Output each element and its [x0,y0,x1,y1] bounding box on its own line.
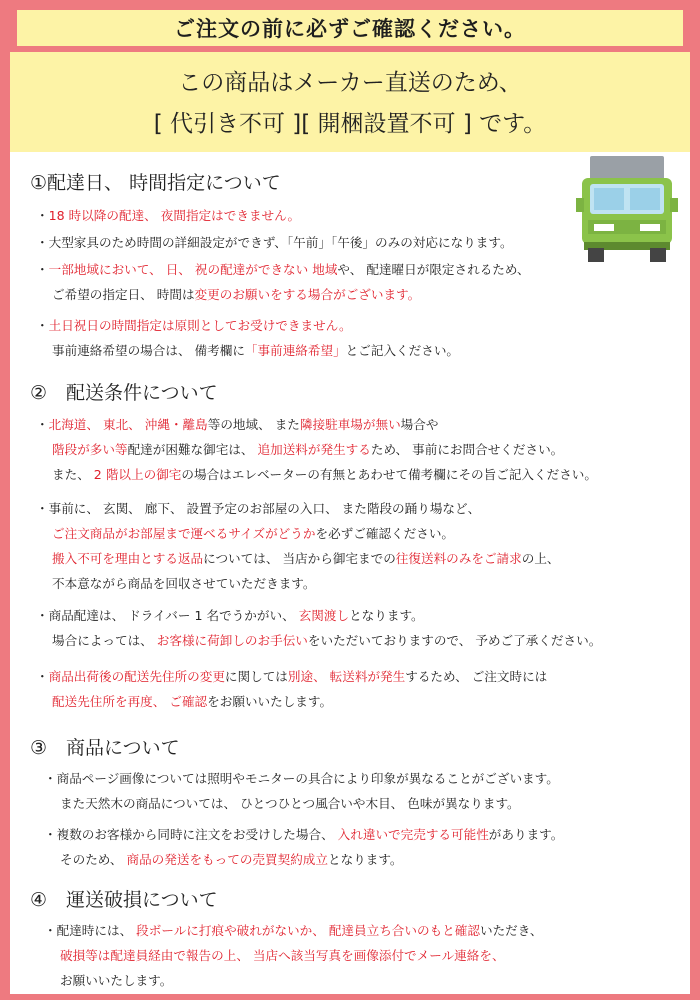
body-text: 場合によっては、 [52,633,157,648]
body-text: お願いいたします。 [60,973,173,988]
body-text: を必ずご確認ください。 [315,526,454,541]
paragraph-line [44,968,542,993]
notice-paragraph [44,766,559,816]
paragraph-line [36,664,547,689]
paragraph-line [36,496,560,521]
paragraph-line [36,412,597,437]
notice-paragraph [36,313,459,363]
section-heading: ①配達日、 時間指定について [30,172,281,194]
delivery-truck-icon [572,148,682,268]
emphasis-text: 一部地域において、 日、 祝の配達ができない 地域 [48,262,338,277]
notice-paragraph [36,664,547,714]
body-text: 事前連絡希望の場合は、 備考欄に [52,343,245,358]
body-text: そのため、 [60,852,127,867]
paragraph-line [36,230,513,255]
emphasis-text: ご注文商品がお部屋まで運べるサイズがどうか [52,526,316,541]
paragraph-line [44,943,542,968]
emphasis-text: 変更のお願いをする場合がございます。 [194,287,421,302]
emphasis-text: 段ボールに打痕や破れがないか、 配達員立ち合いのもと確認 [136,923,480,938]
body-text: 等の地域、 また [207,417,300,432]
paragraph-line [36,462,597,487]
paragraph-line [36,437,597,462]
body-text: するため、 ご注文時には [405,669,548,684]
body-text: をお願いいたします。 [207,694,333,709]
emphasis-text: 「事前連絡希望」 [244,343,346,358]
section-heading: ④ 運送破損について [30,889,218,911]
body-text: となります。 [349,608,424,623]
emphasis-text: 追加送料が発生する [257,442,371,457]
body-text: ・ [36,208,49,223]
body-text: や、 配達曜日が限定されるため、 [337,262,530,277]
body-text: いただき、 [479,923,543,938]
emphasis-text: 玄関渡し [298,608,350,623]
emphasis-text: 18 時以降の配達、 夜間指定はできません。 [48,208,301,223]
body-text: があります。 [488,827,564,842]
paragraph-line [36,689,547,714]
notice-line-2: [ 代引き不可 ][ 開梱設置不可 ] です。 [153,111,547,137]
emphasis-text: 入れ違いで完売する可能性 [337,827,489,842]
notice-paragraph [36,496,560,596]
section-heading: ③ 商品について [30,737,180,759]
emphasis-text: 搬入不可を理由とする返品 [52,551,204,566]
body-text: ・ [36,669,49,684]
emphasis-text: 配送先住所を再度、 ご確認 [52,694,208,709]
paragraph-line [36,546,560,571]
paragraph-line [36,628,601,653]
emphasis-text: 別途、 転送料が発生 [287,669,406,684]
paragraph-line [36,603,601,628]
emphasis-text: お客様に荷卸しのお手伝い [156,633,308,648]
notice-paragraph [36,257,530,307]
body-text: ご希望の指定日、 時間は [52,287,195,302]
body-text: ・ [36,417,49,432]
emphasis-text: 土日祝日の時間指定は原則としてお受けできません。 [48,318,352,333]
paragraph-line [44,791,559,816]
notice-paragraph [36,412,597,487]
body-text: をいただいておりますので、 予めご了承ください。 [307,633,602,648]
top-banner-title: ご注文の前に必ずご確認ください。 [17,10,683,46]
body-text: ため、 事前にお問合せください。 [370,442,564,457]
body-text: また、 [52,467,94,482]
body-text: 場合や [400,417,439,432]
notice-paragraph [36,230,513,255]
paragraph-line [36,521,560,546]
paragraph-line [36,338,459,363]
notice-paragraph [44,822,563,872]
body-text: に関しては [224,669,288,684]
body-text: の上、 [521,551,560,566]
paragraph-line [44,766,559,791]
paragraph-line [44,822,563,847]
notice-paragraph [36,203,300,228]
body-text: ・事前に、 玄関、 廊下、 設置予定のお部屋の入口、 また階段の踊り場など、 [36,501,481,516]
emphasis-text: 隣接駐車場が無い [299,417,401,432]
emphasis-text: 北海道、 東北、 沖縄・離島 [48,417,208,432]
body-text: 配達が困難な御宅は、 [127,442,258,457]
body-text: ・ [36,318,49,333]
notice-paragraph [44,918,542,993]
body-text: ・配達時には、 [44,923,137,938]
body-text: の場合はエレベーターの有無とあわせて備考欄にその旨ご記入ください。 [181,467,597,482]
body-text: については、 当店から御宅までの [203,551,396,566]
body-text: ・大型家具のため時間の詳細設定ができず、「午前」「午後」のみの対応になります。 [36,235,513,250]
notice-box [10,52,690,152]
body-text: ・商品配達は、 ドライバー 1 名でうかがい、 [36,608,299,623]
body-text: 不本意ながら商品を回収させていただきます。 [52,576,316,591]
body-text: ・複数のお客様から同時に注文をお受けした場合、 [44,827,338,842]
emphasis-text: 商品出荷後の配送先住所の変更 [48,669,225,684]
paragraph-line [36,203,300,228]
emphasis-text: 往復送料のみをご請求 [395,551,522,566]
body-text: ・ [36,262,49,277]
paragraph-line [36,257,530,282]
paragraph-line [44,847,563,872]
paragraph-line [44,918,542,943]
body-text: となります。 [327,852,403,867]
paragraph-line [36,571,560,596]
notice-paragraph [36,603,601,653]
body-text: とご記入ください。 [345,343,460,358]
emphasis-text: 階段が多い等 [52,442,128,457]
top-banner [10,0,690,52]
emphasis-text: 破損等は配達員経由で報告の上、 当店へ該当写真を画像添付でメール連絡を、 [60,948,505,963]
emphasis-text: 2 階以上の御宅 [93,467,182,482]
notice-line-1: この商品はメーカー直送のため、 [178,70,522,96]
emphasis-text: 商品の発送をもっての売買契約成立 [126,852,328,867]
body-text: ・商品ページ画像については照明やモニターの具合により印象が異なることがございます。 [44,771,559,786]
paragraph-line [36,282,530,307]
body-text: また天然木の商品については、 ひとつひとつ風合いや木目、 色味が異なります。 [60,796,520,811]
section-heading: ② 配送条件について [30,382,218,404]
paragraph-line [36,313,459,338]
